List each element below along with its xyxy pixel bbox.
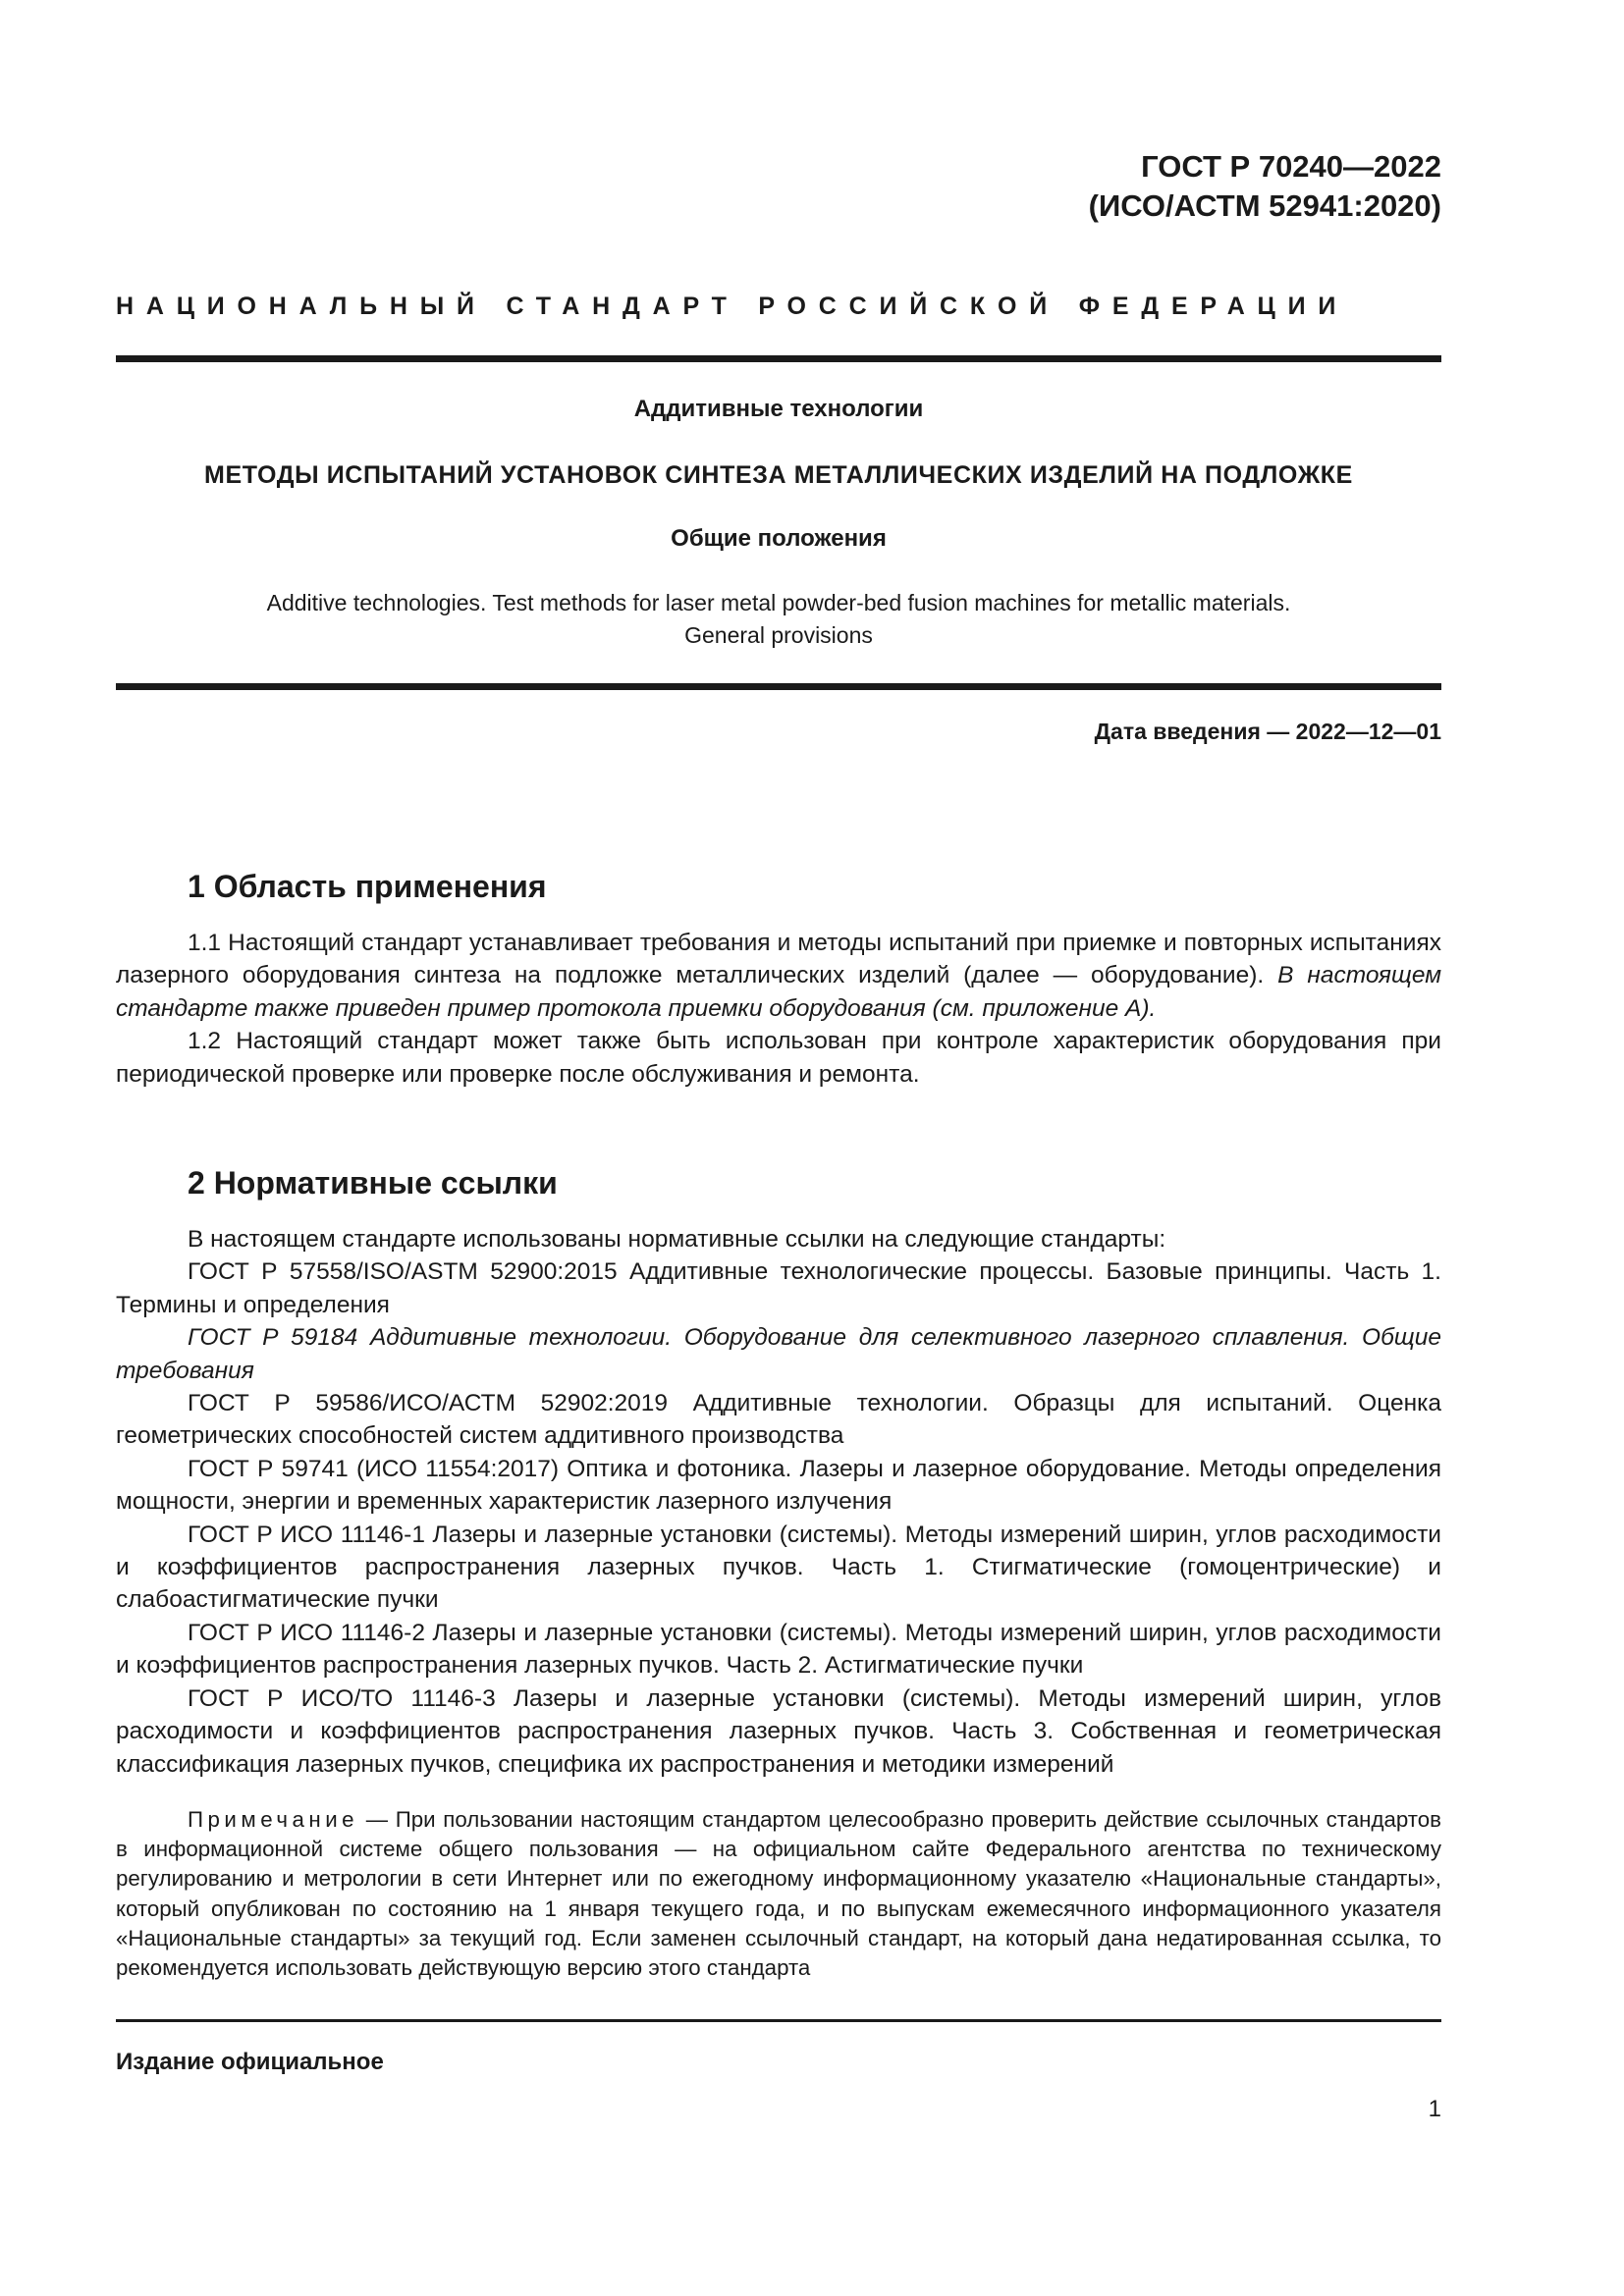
note-text: — При пользовании настоящим стандартом целесообразно проверить действие ссылочных стандартов в информационной системе общего пользования — на официальном сайте Федерального агентства по техническому регулированию и метрологии в сети Интернет или по ежегодному информационному указателю «Национальные стандарты», который опубликован по состоянию на 1 января текущего года, и по выпускам ежемесячного информационного указателя «Национальные стандарты» за текущий год. Если заменен ссылочный стандарт, на который дана недатированная ссылка, то рекомендуется использовать действующую версию этого стандарта [116,1807,1441,1981]
paragraph-1-1 [116,927,1441,1025]
reference-item: ГОСТ Р 59741 (ИСО 11554:2017) Оптика и фотоника. Лазеры и лазерное оборудование. Методы определения мощности, энергии и временных характеристик лазерного излучения [116,1455,1441,1516]
document-subtitle: Аддитивные технологии [633,396,924,422]
english-title-line1: Additive technologies. Test methods for laser metal powder-bed fusion machines for metallic materials. [266,590,1291,615]
paragraph-1-1-text: 1.1 Настоящий стандарт устанавливает требования и методы испытаний при приемке и повторных испытаниях лазерного оборудования синтеза на подложке металлических изделий (далее — оборудование). [116,930,1441,989]
reference-item: ГОСТ Р ИСО/ТО 11146-3 Лазеры и лазерные установки (системы). Методы измерений ширин, углов расходимости и коэффициентов распространения лазерных пучков. Часть 3. Собственная и геометрическая классификация лазерных пучков, специфика их распространения и методики измерений [116,1684,1441,1778]
page-number: 1 [1428,2096,1441,2122]
section-2-body [116,1223,1441,1781]
section-1-heading: 1 Область применения [188,869,547,904]
document-part-title: Общие положения [671,525,887,552]
header-rule [116,355,1441,362]
standard-banner: НАЦИОНАЛЬНЫЙ СТАНДАРТ РОССИЙСКОЙ ФЕДЕРАЦИИ [116,293,1349,320]
section-2-heading: 2 Нормативные ссылки [188,1165,558,1201]
document-number [1089,147,1441,226]
footer-rule [116,2019,1441,2022]
english-title-line2: General provisions [684,622,873,648]
introduction-date: Дата введения — 2022—12—01 [1094,719,1441,744]
document-number-line1: ГОСТ Р 70240—2022 [1141,149,1441,184]
section-1-body [116,927,1441,1091]
reference-item: ГОСТ Р 59184 Аддитивные технологии. Оборудование для селективного лазерного сплавления. Общие требования [116,1324,1441,1384]
document-number-line2: (ИСО/АСТМ 52941:2020) [1088,188,1441,223]
english-title [116,587,1441,652]
paragraph-1-1-italic: В настоящем стандарте также приведен пример протокола приемки оборудования (см. приложение А). [116,962,1442,1022]
document-title: МЕТОДЫ ИСПЫТАНИЙ УСТАНОВОК СИНТЕЗА МЕТАЛЛИЧЕСКИХ ИЗДЕЛИЙ НА ПОДЛОЖКЕ [204,461,1353,489]
reference-item: ГОСТ Р ИСО 11146-1 Лазеры и лазерные установки (системы). Методы измерений ширин, углов расходимости и коэффициентов распространения лазерных пучков. Часть 1. Стигматические (гомоцентрические) и слабоастигматические пучки [116,1521,1441,1614]
references-intro: В настоящем стандарте использованы нормативные ссылки на следующие стандарты: [188,1226,1166,1253]
paragraph-1-2: 1.2 Настоящий стандарт может также быть использован при контроле характеристик оборудования при периодической проверке или проверке после обслуживания и ремонта. [116,1028,1441,1088]
title-rule [116,683,1441,690]
note-label: Примечание [188,1807,359,1832]
note-paragraph [116,1805,1441,1983]
reference-item: ГОСТ Р 57558/ISO/ASTM 52900:2015 Аддитивные технологические процессы. Базовые принципы. Часть 1. Термины и определения [116,1258,1441,1318]
note [116,1805,1441,1983]
reference-item: ГОСТ Р ИСО 11146-2 Лазеры и лазерные установки (системы). Методы измерений ширин, углов расходимости и коэффициентов распространения лазерных пучков. Часть 2. Астигматические пучки [116,1619,1441,1680]
edition-label: Издание официальное [116,2049,384,2075]
reference-item: ГОСТ Р 59586/ИСО/АСТМ 52902:2019 Аддитивные технологии. Образцы для испытаний. Оценка геометрических способностей систем аддитивного производства [116,1390,1441,1450]
